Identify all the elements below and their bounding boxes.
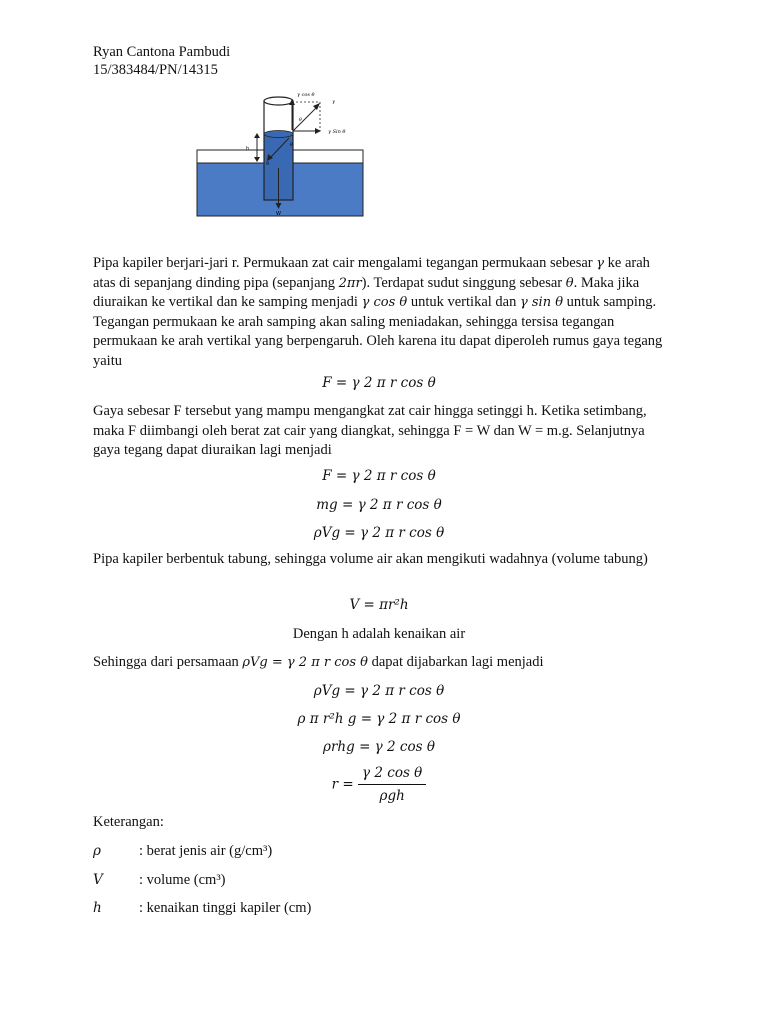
keterangan-symbol: ρ [93,843,101,859]
meniscus [264,131,293,138]
author-name: Ryan Cantona Pambudi [93,44,231,60]
theta-label-inner: θ [290,143,293,148]
equation-7: ρ π r²h g = γ 2 π r cos θ [297,711,461,727]
paragraph-2: Gaya sebesar F tersebut yang mampu mengangkat zat cair hingga setinggi h. Ketika setimbang, maka F diimbangi oleh berat zat cair yang diangkat, sehingga F = W dan W = m.g. Selanjutnya gaya tegang dapat diuraikan lagi menjadi [93,403,647,458]
equation-2: F = γ 2 π r cos θ [322,468,436,484]
gamma-label: γ [332,99,335,105]
h-label: h [246,146,250,152]
capillary-diagram [196,88,366,223]
keterangan-symbol: V [93,872,103,888]
student-id: 15/383484/PN/14315 [93,62,218,78]
weight-label: W [276,211,281,217]
document-header [93,43,230,79]
keterangan-symbol: h [93,900,102,916]
paragraph-3: Pipa kapiler berbentuk tabung, sehingga volume air akan mengikuti wadahnya (volume tabung) [93,551,648,567]
note-h: Dengan h adalah kenaikan air [292,626,466,642]
equation-3: mg = γ 2 π r cos θ [316,497,442,513]
keterangan-desc: : kenaikan tinggi kapiler (cm) [139,900,312,916]
tube-top-rim [264,97,293,105]
equation-9 [93,764,665,805]
equation-9-fraction [358,764,426,805]
theta-label: θ [299,118,302,123]
gamma-vector [293,106,318,131]
equation-6: ρVg = γ 2 π r cos θ [313,683,445,699]
gamma-vector-head [313,103,320,110]
keterangan-desc: : volume (cm³) [139,872,226,888]
equation-9-lhs: r = [331,776,354,793]
keterangan-desc: : berat jenis air (g/cm³) [139,843,273,859]
paragraph-1: Pipa kapiler berjari-jari r. Permukaan zat cair mengalami tegangan permukaan sebesar γ ke arah atas di sepanjang dinding pipa (sepanjang 2πr). Terdapat sudut singgung sebesar θ. Maka jika diuraikan ke vertikal dan ke samping menjadi γ cos θ untuk vertikal dan γ sin θ untuk samping. Tegangan permukaan ke arah samping akan saling meniadakan, sehingga tersisa tegangan permukaan ke arah vertikal yang berpengaruh. Oleh karena itu dapat diperoleh rumus gaya tegang yaitu [93,255,663,369]
equation-5: V = πr²h [349,597,409,613]
gamma-cos-label: γ cos θ [297,92,315,98]
paragraph-4: Sehingga dari persamaan ρVg = γ 2 π r cos θ dapat dijabarkan lagi menjadi [93,654,544,670]
gamma-sin-label: γ Sin θ [328,129,346,135]
equation-8: ρrhg = γ 2 cos θ [323,739,435,755]
equation-4: ρVg = γ 2 π r cos θ [313,525,445,541]
equation-1: F = γ 2 π r cos θ [322,375,436,391]
keterangan-title: Keterangan: [93,814,164,830]
equation-9-denominator: ρgh [379,788,405,804]
equation-9-numerator: γ 2 cos θ [358,764,426,785]
h-arrow-head-up [254,133,260,138]
g-label: g [266,161,269,166]
